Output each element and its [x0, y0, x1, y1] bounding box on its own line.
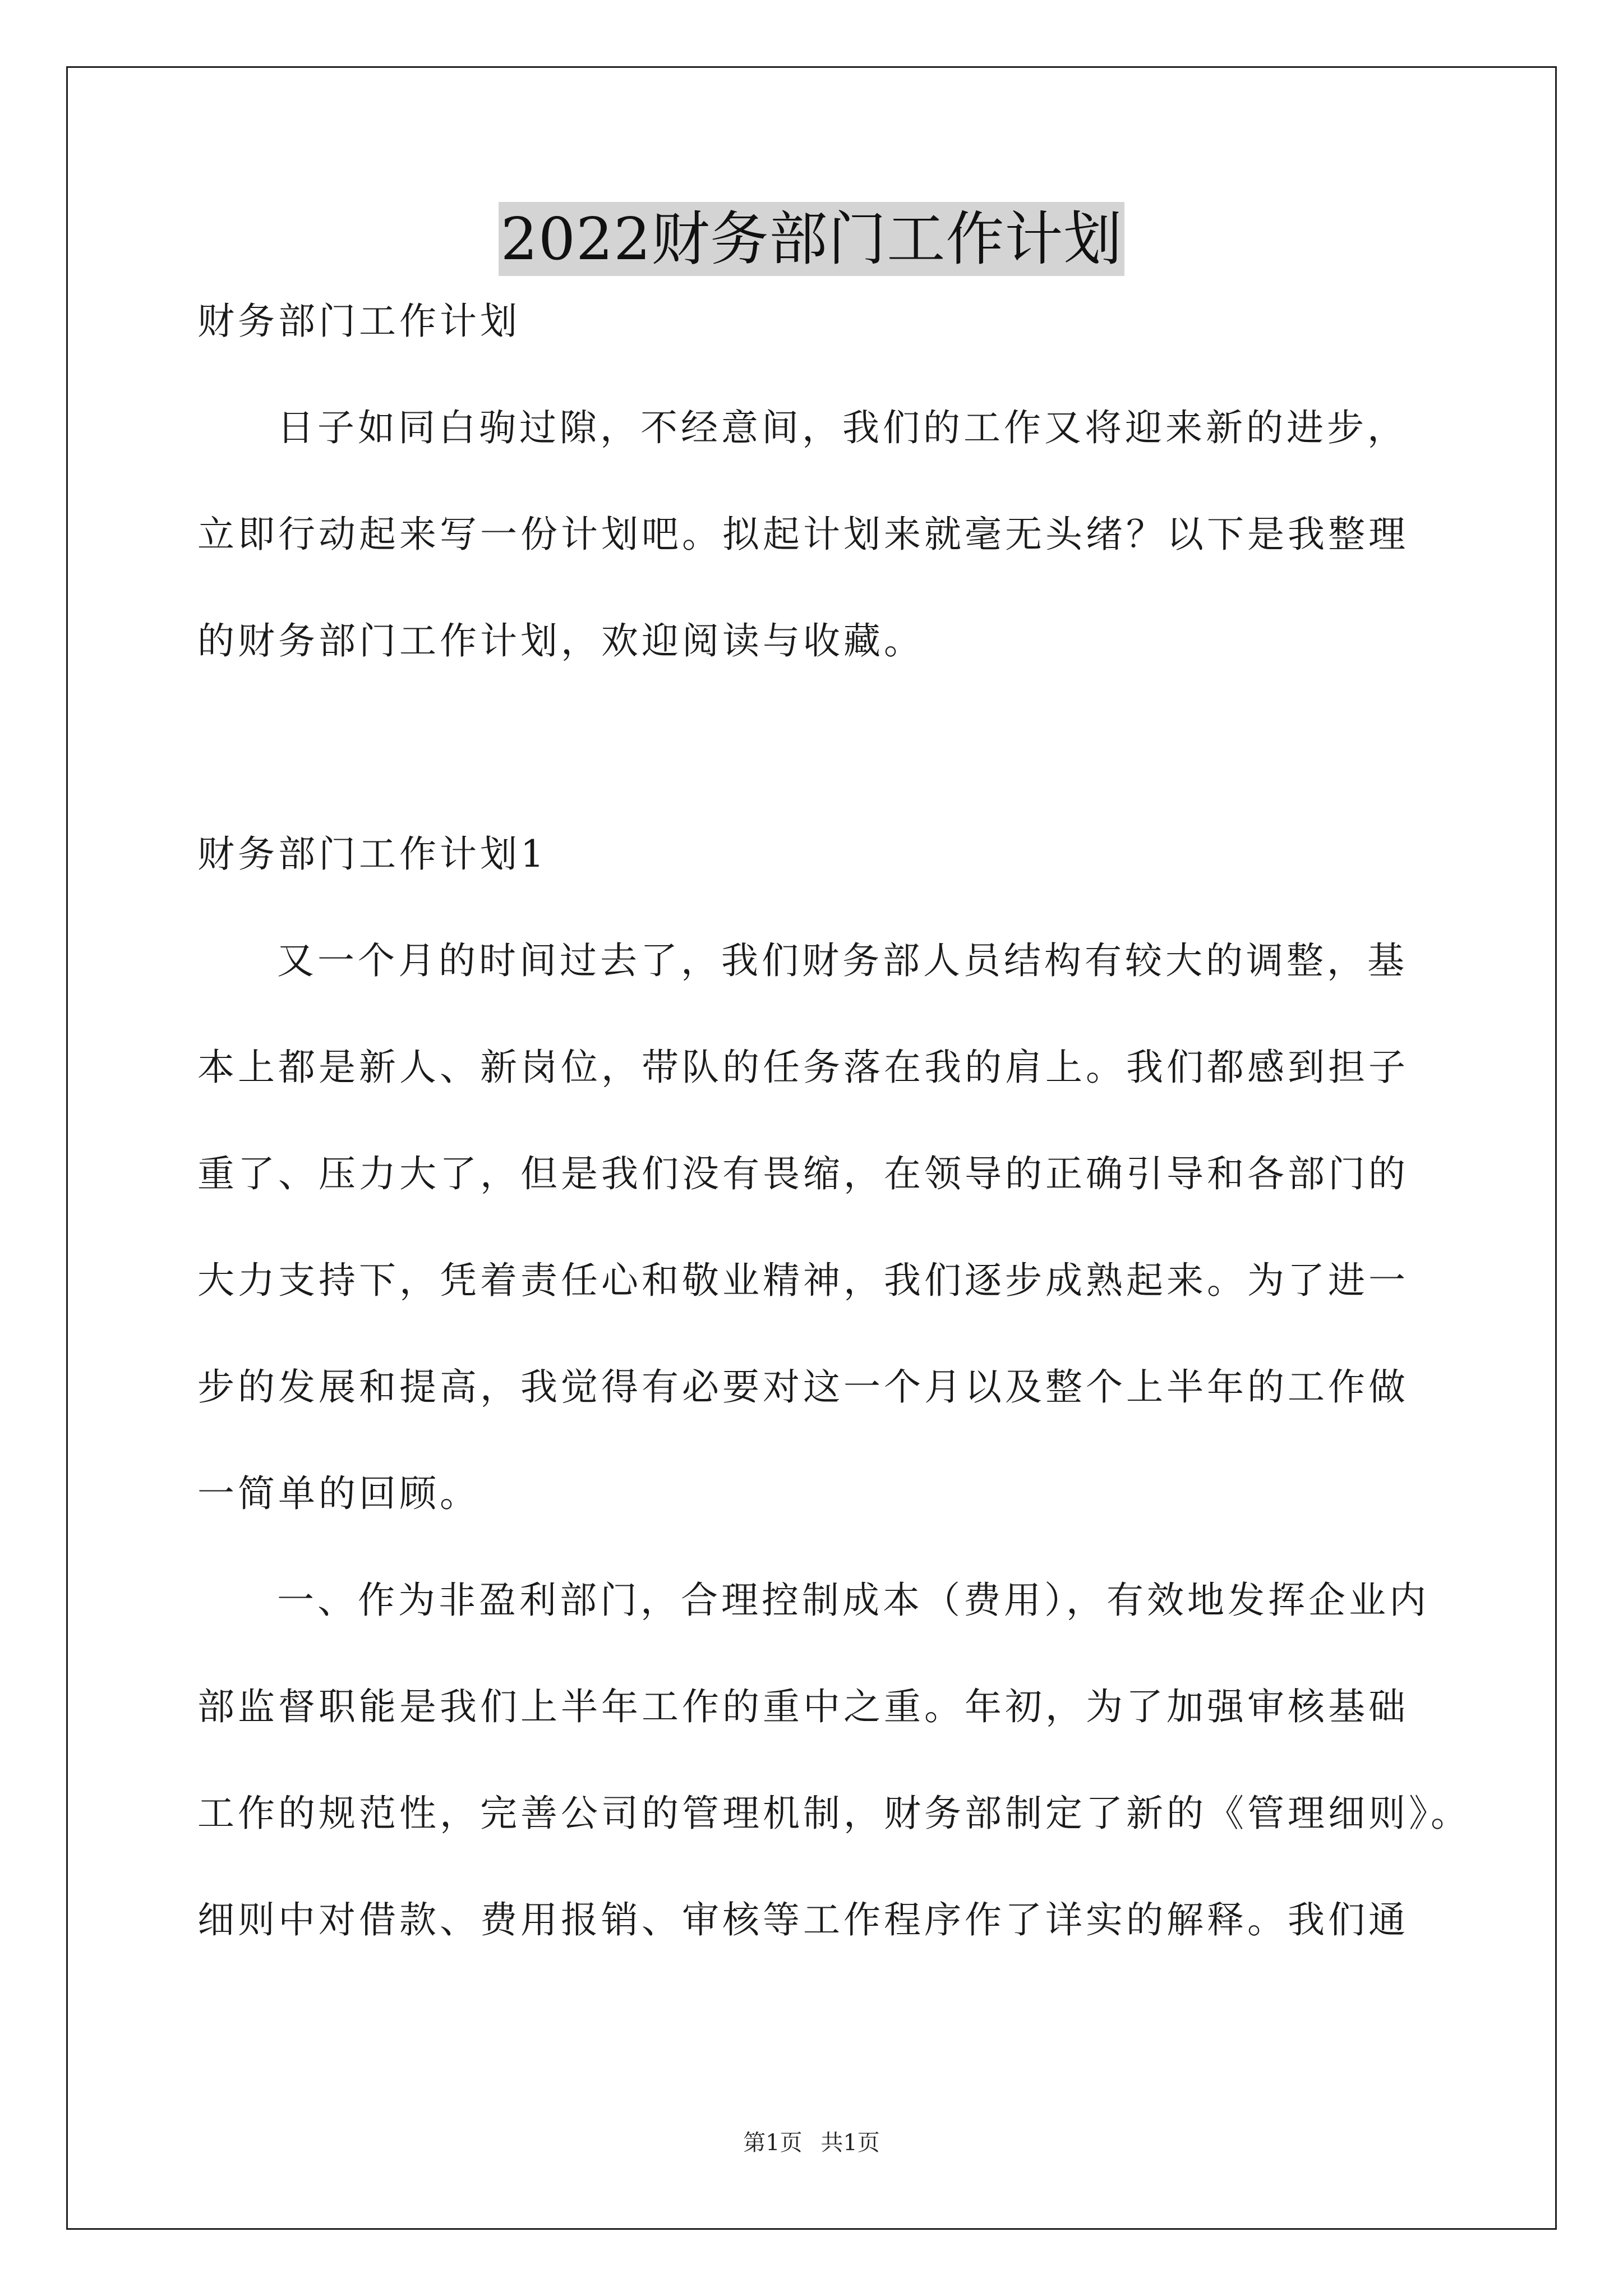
text-line: 步的发展和提高，我觉得有必要对这一个月以及整个上半年的工作做 — [197, 1365, 1409, 1409]
page-footer: 第1页 共1页 — [743, 2130, 880, 2156]
text-line: 一简单的回顾。 — [197, 1472, 480, 1515]
text-line: 部监督职能是我们上半年工作的重中之重。年初，为了加强审核基础 — [197, 1685, 1409, 1728]
text-line: 财务部门工作计划1 — [197, 832, 547, 876]
text-line: 细则中对借款、费用报销、审核等工作程序作了详实的解释。我们通 — [197, 1898, 1409, 1941]
text-line: 立即行动起来写一份计划吧。拟起计划来就毫无头绪？以下是我整理 — [197, 513, 1409, 556]
text-line: 财务部门工作计划 — [197, 300, 520, 343]
text-line: 的财务部门工作计划，欢迎阅读与收藏。 — [197, 619, 924, 662]
text-line: 大力支持下，凭着责任心和敬业精神，我们逐步成熟起来。为了进一 — [197, 1259, 1409, 1302]
text-line: 又一个月的时间过去了，我们财务部人员结构有较大的调整，基 — [277, 939, 1408, 982]
document-title: 2022财务部门工作计划 — [499, 202, 1125, 276]
title-container — [0, 202, 1623, 276]
document-body — [197, 300, 1471, 2008]
section-gap — [197, 729, 1431, 836]
text-line: 重了、压力大了，但是我们没有畏缩，在领导的正确引导和各部门的 — [197, 1152, 1409, 1195]
text-line: 本上都是新人、新岗位，带队的任务落在我的肩上。我们都感到担子 — [197, 1046, 1409, 1089]
text-line: 一、作为非盈利部门，合理控制成本（费用），有效地发挥企业内 — [277, 1579, 1430, 1622]
text-line: 工作的规范性，完善公司的管理机制，财务部制定了新的《管理细则》。 — [197, 1792, 1471, 1835]
text-line: 日子如同白驹过隙，不经意间，我们的工作又将迎来新的进步， — [277, 406, 1408, 449]
